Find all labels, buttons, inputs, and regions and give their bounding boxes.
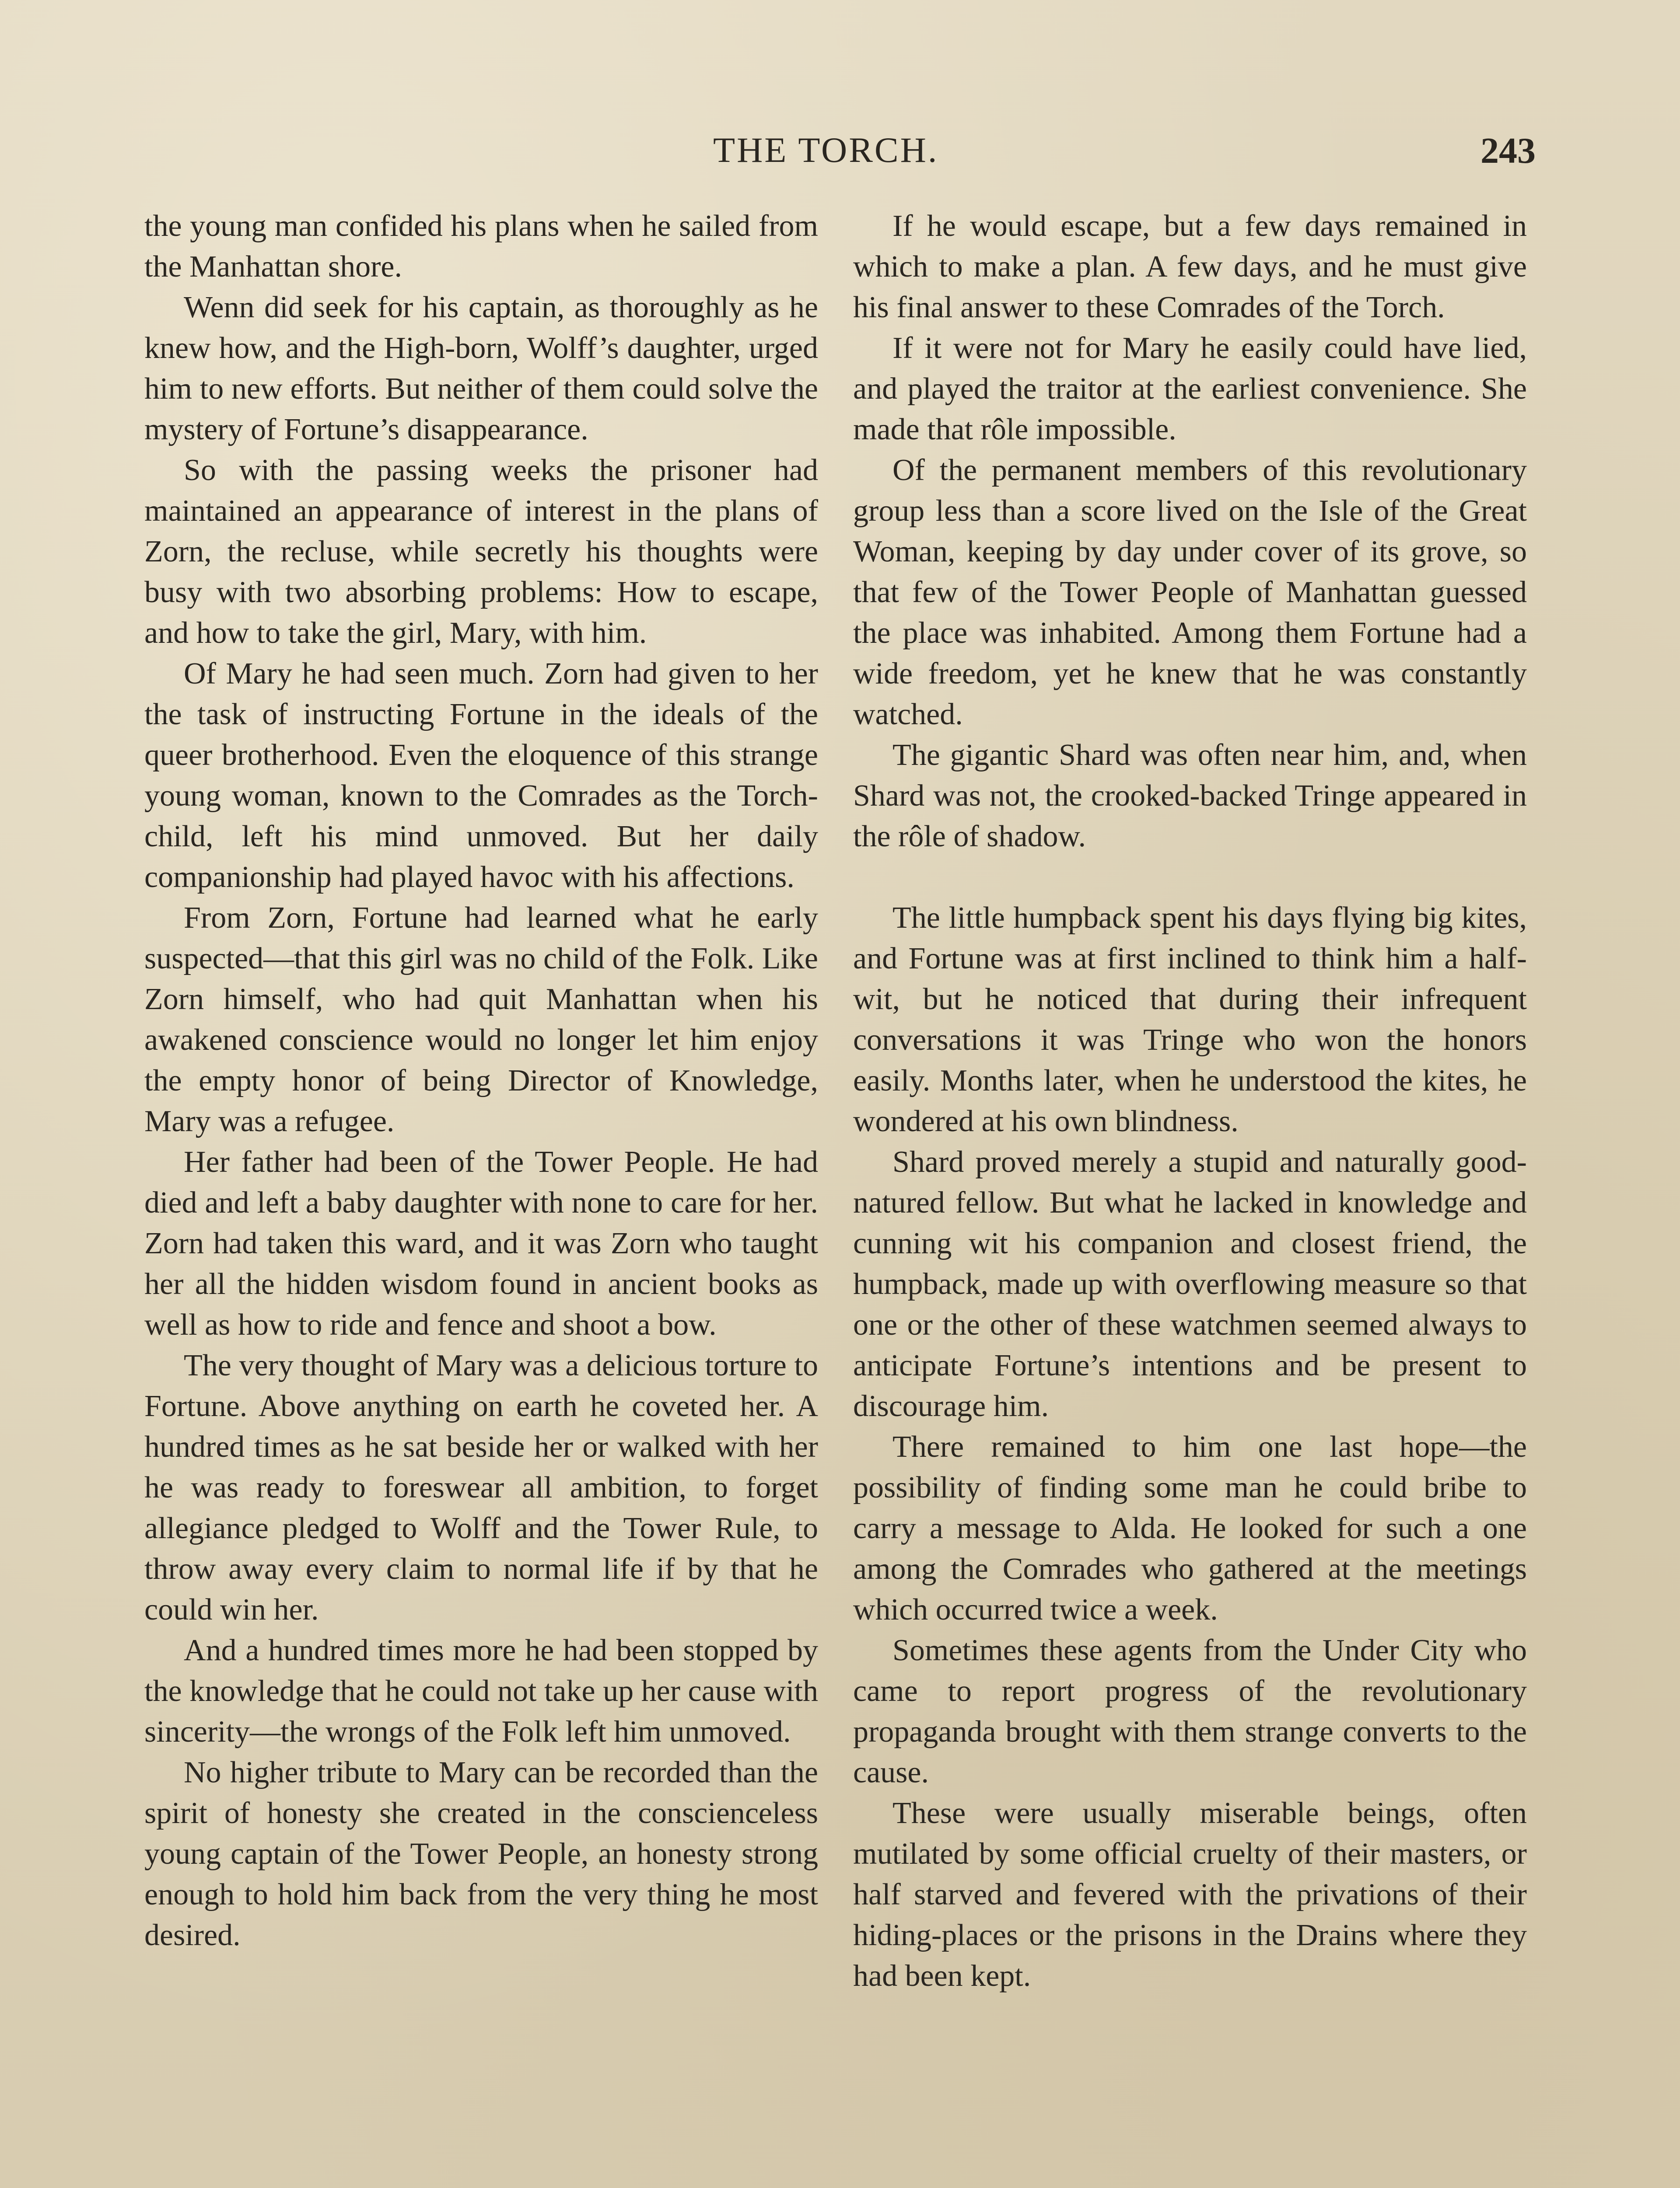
paragraph: Shard proved merely a stupid and naturally good-natured fellow. But what he lacked in knowledge and cunning wit his companion and closest friend, the humpback, made up with overflowing measure so that one or the other of these watchmen seemed always to anticipate Fortune’s intentions and be present to discourage him. (853, 1145, 1527, 1423)
paragraph: If he would escape, but a few days remained in which to make a plan. A few days, and he must give his final answer to these Comrades of the Torch. (853, 209, 1527, 324)
right-column (853, 206, 1527, 1996)
paragraph: And a hundred times more he had been stopped by the knowledge that he could not take up her cause with sincerity—the wrongs of the Folk left him unmoved. (144, 1634, 818, 1749)
paragraph: the young man confided his plans when he sailed from the Manhattan shore. (144, 209, 818, 284)
paragraph: Wenn did seek for his captain, as thoroughly as he knew how, and the High-born, Wolff’s daughter, urged him to new efforts. But neither of them could solve the mystery of Fortune’s disappearance. (144, 291, 818, 446)
paragraph: No higher tribute to Mary can be recorded than the spirit of honesty she created in the conscienceless young captain of the Tower People, an honesty strong enough to hold him back from the very thing he most desired. (144, 1756, 818, 1952)
paragraph: So with the passing weeks the prisoner had maintained an appearance of interest in the plans of Zorn, the recluse, while secretly his thoughts were busy with two absorbing problems: How to escape, and how to take the girl, Mary, with him. (144, 453, 818, 650)
paragraph: Her father had been of the Tower People. He had died and left a baby daughter with none to care for her. Zorn had taken this ward, and it was Zorn who taught her all the hidden wisdom found in ancient books as well as how to ride and fence and shoot a bow. (144, 1145, 818, 1342)
paragraph: The gigantic Shard was often near him, and, when Shard was not, the crooked-backed Tringe appeared in the rôle of shadow. (853, 738, 1527, 853)
page-number: 243 (1480, 130, 1536, 171)
paragraph: From Zorn, Fortune had learned what he early suspected—that this girl was no child of the Folk. Like Zorn himself, who had quit Manhattan when his awakened conscience would no longer let him enjoy the empty honor of being Director of Knowledge, Mary was a refugee. (144, 901, 818, 1138)
paragraph: The very thought of Mary was a delicious torture to Fortune. Above anything on earth he coveted her. A hundred times as he sat beside her or walked with her he was ready to foreswear all ambition, to forget allegiance pledged to Wolff and the Tower Rule, to throw away every claim to normal life if by that he could win her. (144, 1349, 818, 1627)
paragraph: Sometimes these agents from the Under City who came to report progress of the revolutionary propaganda brought with them strange converts to the cause. (853, 1634, 1527, 1789)
paragraph: There remained to him one last hope—the possibility of finding some man he could bribe to carry a message to Alda. He looked for such a one among the Comrades who gathered at the meetings which occurred twice a week. (853, 1430, 1527, 1627)
running-title: THE TORCH. (713, 130, 939, 170)
paragraph: These were usually miserable beings, often mutilated by some official cruelty of their masters, or half starved and fevered with the privations of their hiding-places or the prisons in the Drains where they had been kept. (853, 1796, 1527, 1993)
paragraph: If it were not for Mary he easily could have lied, and played the traitor at the earliest convenience. She made that rôle impossible. (853, 331, 1527, 446)
left-column (144, 206, 818, 1956)
paragraph: Of the permanent members of this revolutionary group less than a score lived on the Isle of the Great Woman, keeping by day under cover of its grove, so that few of the Tower People of Manhattan guessed the place was inhabited. Among them Fortune had a wide freedom, yet he knew that he was constantly watched. (853, 453, 1527, 731)
page-header (144, 130, 1536, 178)
paragraph: Of Mary he had seen much. Zorn had given to her the task of instructing Fortune in the ideals of the queer brotherhood. Even the eloquence of this strange young woman, known to the Comrades as the Torch-child, left his mind unmoved. But her daily companionship had played havoc with his affections. (144, 657, 818, 894)
paragraph: The little humpback spent his days flying big kites, and Fortune was at first inclined to think him a half-wit, but he noticed that during their infrequent conversations it was Tringe who won the honors easily. Months later, when he understood the kites, he wondered at his own blindness. (853, 901, 1527, 1138)
